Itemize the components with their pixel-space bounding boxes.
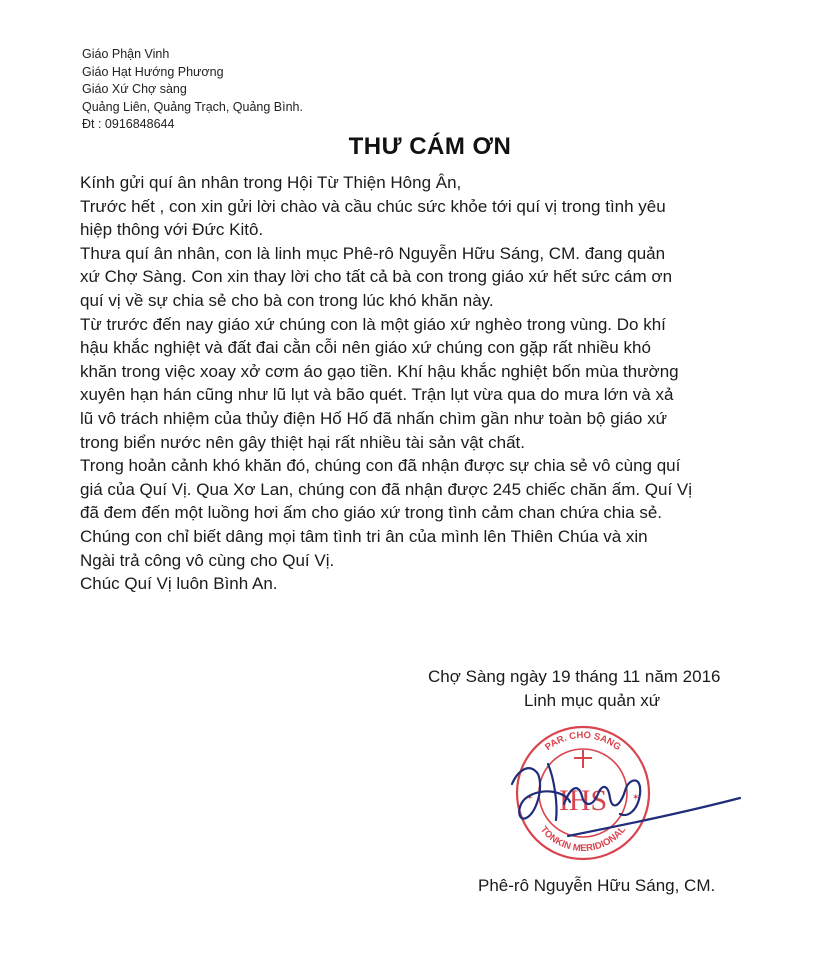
body-line: hiệp thông với Đức Kitô. [80,220,264,240]
body-line: xứ Chợ Sàng. Con xin thay lời cho tất cả bà con trong giáo xứ hết sức cám ơn [80,267,673,287]
body-line: Chúc Quí Vị luôn Bình An. [80,574,278,594]
body-line: khăn trong việc xoay xở cơm áo gạo tiền. Khí hậu khắc nghiệt bốn mùa thường [80,361,679,381]
body-line: xuyên hạn hán cũng như lũ lụt và bão quét. Trận lụt vừa qua do mưa lớn và xả [80,385,674,405]
body-line: Ngài trả công vô cùng cho Quí Vị. [80,550,335,570]
body-line: giá của Quí Vị. Qua Xơ Lan, chúng con đã nhận được 245 chiếc chăn ấm. Quí Vị [80,479,693,499]
body-line: Kính gửi quí ân nhân trong Hội Từ Thiện Hông Ân, [80,173,462,192]
body-line: Thưa quí ân nhân, con là linh mục Phê-rô Nguyễn Hữu Sáng, CM. đang quản [80,243,666,263]
stamp-cross-icon [574,750,592,768]
body-line: trong biển nước nên gây thiệt hại rất nhiều tài sản vật chất. [80,432,525,452]
body-line: quí vị về sự chia sẻ cho bà con trong lúc khó khăn này. [80,290,494,310]
parish-line: Giáo Xứ Chợ sàng [82,82,187,96]
stamp-top-text: PAR. CHO SANG [543,729,623,753]
deanery-line: Giáo Hạt Hướng Phương [82,64,224,79]
stamp-bottom-text: TONKIN MERIDIONAL [537,824,629,855]
stamp-star-icon: ✶ [632,792,640,802]
body-line: Trong hoản cảnh khó khăn đó, chúng con đã nhận được sự chia sẻ vô cùng quí [80,456,681,476]
letter-body [80,171,770,596]
body-line: Chúng con chỉ biết dâng mọi tâm tình tri ân của mình lên Thiên Chúa và xin [80,526,648,546]
signer-name: Phê-rô Nguyễn Hữu Sáng, CM. [478,876,716,895]
body-line: đã đem đến một luồng hơi ấm cho giáo xứ trong tình cảm chan chứa chia sẻ. [80,503,663,523]
body-line: lũ vô trách nhiệm của thủy điện Hố Hố đã nhấn chìm gần như toàn bộ giáo xứ [80,408,667,428]
body-line: hậu khắc nghiệt và đất đai cằn cỗi nên giáo xứ chúng con gặp rất nhiều khó [80,338,651,358]
letter-header [82,46,303,134]
body-line: Từ trước đến nay giáo xứ chúng con là một giáo xứ nghèo trong vùng. Do khí [80,314,666,334]
signoff-role: Linh mục quản xứ [524,691,661,710]
stamp-center-monogram: IHS [558,784,608,817]
phone-line: Đt : 0916848644 [82,117,175,131]
signoff-date: Chợ Sàng ngày 19 tháng 11 năm 2016 [428,667,721,686]
signoff-block [428,665,721,713]
letter-title: THƯ CÁM ƠN [348,133,512,160]
diocese-line: Giáo Phận Vinh [82,47,170,61]
address-line: Quảng Liên, Quảng Trạch, Quảng Bình. [82,99,303,114]
parish-stamp [508,718,768,868]
body-line: Trước hết , con xin gửi lời chào và cầu chúc sức khỏe tới quí vị trong tình yêu [80,196,666,216]
stamp-star-icon: ✶ [526,792,534,802]
stamp-and-signature [508,718,768,868]
